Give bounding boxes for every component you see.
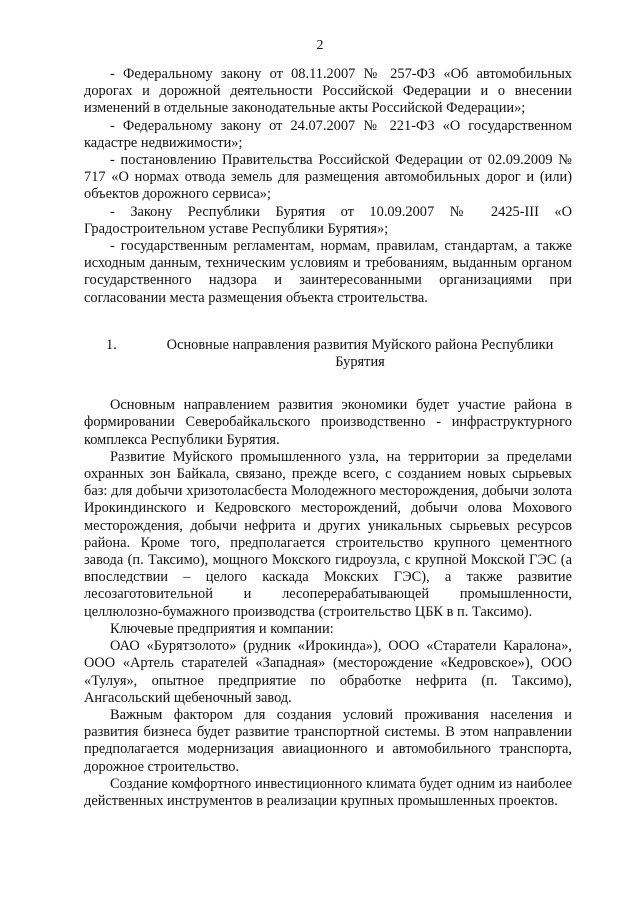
list-item: - Закону Республики Бурятия от 10.09.2007 № 2425-III «О Градостроительном уставе Республики Бурятия»;: [84, 203, 572, 237]
list-item: - Федеральному закону от 08.11.2007 № 257-ФЗ «Об автомобильных дорогах и дорожной деятельности Российской Федерации и о внесении изменений в отдельные законодательные акты Российской Федерации»;: [84, 66, 572, 117]
paragraph: Важным фактором для создания условий проживания населения и развития бизнеса будет развитие транспортной системы. В этом направлении предполагается модернизация авиационного и автомобильного транспорта, дорожное строительство.: [84, 706, 572, 775]
document-body: [84, 66, 572, 810]
paragraph: Развитие Муйского промышленного узла, на территории за пределами охранных зон Байкала, связано, прежде всего, с созданием новых сырьевых баз: для добычи хризотоласбеста Молодежного месторождения, добычи золота Ирокиндинского и Кедровского месторождений, добычи олова Мохового месторождения, добычи нефрита и других уникальных сырьевых ресурсов района. Кроме того, предполагается строительство крупного цементного завода (п. Таксимо), мощного Мокского гидроузла, с крупной Мокской ГЭС (а впоследствии – целого каскада Мокских ГЭС), а также развитие лесозаготовительной и лесоперерабатывающей промышленности, целлюлозно-бумажного производства (строительство ЦБК в п. Таксимо).: [84, 448, 572, 620]
paragraph: Создание комфортного инвестиционного климата будет одним из наиболее действенных инструментов в реализации крупных промышленных проектов.: [84, 775, 572, 809]
list-item: - Федеральному закону от 24.07.2007 № 221-ФЗ «О государственном кадастре недвижимости»;: [84, 117, 572, 151]
page-number: 2: [316, 38, 324, 53]
paragraph: Ключевые предприятия и компании:: [110, 620, 334, 637]
section-title: Основные направления развития Муйского района Республики Бурятия: [166, 336, 554, 371]
paragraph: Основным направлением развития экономики будет участие района в формировании Северобайкальского производственно - инфраструктурного комплекса Республики Бурятия.: [84, 397, 572, 448]
section-number: 1.: [106, 336, 117, 353]
list-item: - постановлению Правительства Российской Федерации от 02.09.2009 № 717 «О нормах отвода земель для размещения автомобильных дорог и (или) объектов дорожного сервиса»;: [84, 152, 572, 203]
section-heading: [84, 337, 572, 371]
paragraph: ОАО «Бурятзолото» (рудник «Ирокинда»), ООО «Старатели Каралона», ООО «Артель старателей «Западная» (месторождение «Кедровское»), ООО «Тулуя», опытное предприятие по обработке нефрита (п. Таксимо), Ангасольский щебеночный завод.: [84, 638, 572, 706]
list-item: - государственным регламентам, нормам, правилам, стандартам, а также исходным данным, техническим условиям и требованиям, выданным органом государственного надзора и заинтересованными организациями при согласовании места размещения объекта строительства.: [84, 238, 572, 306]
